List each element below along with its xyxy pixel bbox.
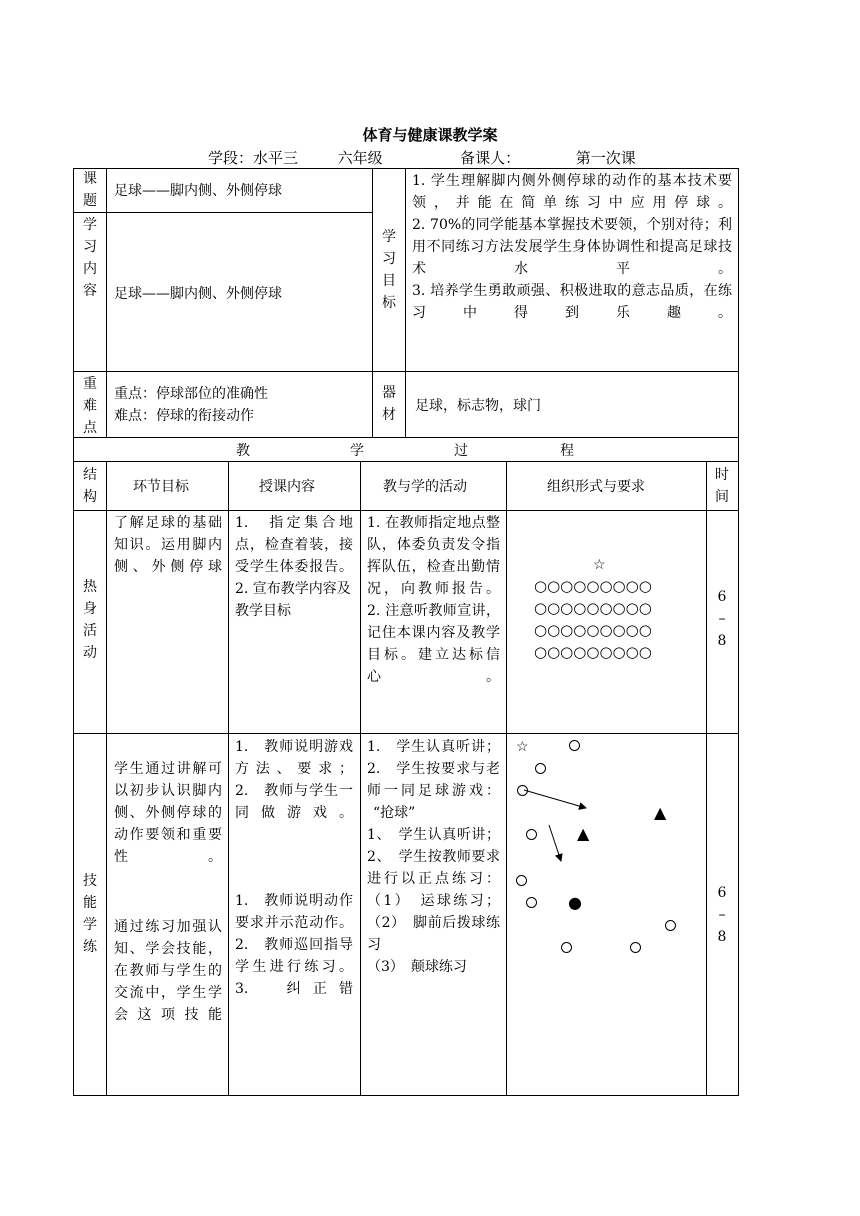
content-label: 学习内容 xyxy=(83,217,97,299)
goal-item: 1. 学生理解脚内侧外侧停球的动作的基本技术要领，并能在简单练习中应用停球。 xyxy=(412,173,732,211)
ball-icon: ● xyxy=(568,893,582,912)
key-point: 重点：停球部位的准确性 xyxy=(114,386,268,402)
activity-item: 2. 学生按要求与老师一同足球游戏： xyxy=(367,761,500,799)
header-activity: 教与学的活动 xyxy=(383,479,467,495)
activity-item: （3） 颠球练习 xyxy=(367,959,467,975)
content-item: 2. 教师与学生一同做游戏。 xyxy=(235,783,353,821)
formation-row: ○○○○○○○○○ xyxy=(534,599,652,617)
warmup-goal: 了解足球的基础知识。运用脚内侧、外侧停球 xyxy=(114,515,222,575)
topic-value: 足球——脚内侧、外侧停球 xyxy=(114,183,282,199)
process-banner xyxy=(73,438,739,462)
skill-content xyxy=(235,736,353,1000)
activity-item: 2. 注意听教师宣讲，记住本课内容及教学目标。建立达标信心。 xyxy=(367,603,500,685)
player-circle xyxy=(561,942,572,953)
lesson-label: 第一次课 xyxy=(575,149,636,167)
topic-label: 课题 xyxy=(83,171,97,209)
activity-item: （2） 脚前后拨球练习 xyxy=(367,915,500,953)
teacher-star-icon: ☆ xyxy=(516,739,529,755)
content-item: 1. 教师说明游戏方法、要求； xyxy=(235,739,353,777)
banner-char: 程 xyxy=(560,443,574,459)
activity-item: 1、 学生认真听讲； xyxy=(367,827,500,843)
skill-goal-2: 通过练习加强认知、学会技能，在教师与学生的交流中，学生学会这项技能 xyxy=(114,919,222,1023)
warmup-section-label: 热身活动 xyxy=(83,579,97,661)
activity-item: 1. 在教师指定地点整队，体委负责发令指挥队伍，检查出勤情况，向教师报告。 xyxy=(367,515,500,597)
activity-item: （1） 运球练习； xyxy=(367,893,500,909)
preparer-label: 备课人： xyxy=(460,149,521,167)
activity-item: 1. 学生认真听讲； xyxy=(367,739,500,755)
skill-section-label: 技能学练 xyxy=(83,873,97,955)
goal-item: 2. 70%的同学能基本掌握技术要领，个别对待；利用不同练习方法发展学生身体协调性和提高足球技术水平。 xyxy=(412,217,732,277)
key-label: 重难点 xyxy=(83,376,97,436)
skill-activity xyxy=(367,736,500,978)
player-circle xyxy=(526,897,537,908)
header-content: 授课内容 xyxy=(259,479,315,495)
header-structure: 结构 xyxy=(83,467,97,505)
pass-arrow xyxy=(549,825,561,861)
formation-row: ○○○○○○○○○ xyxy=(534,621,652,639)
warmup-time: 6 – 8 xyxy=(717,589,727,649)
activity-item: 2、 学生按教师要求进行以正点练习： xyxy=(367,849,500,887)
skill-time: 6 – 8 xyxy=(717,885,727,945)
goals-list xyxy=(412,170,732,324)
content-item: 1. 指定集合地点，检查着装，接受学生体委报告。 xyxy=(235,515,353,575)
equipment-label: 器材 xyxy=(382,385,396,423)
content-item: 1. 教师说明动作要求并示范动作。 xyxy=(235,893,353,931)
player-circle xyxy=(665,920,676,931)
equipment-value: 足球，标志物，球门 xyxy=(415,398,541,414)
header-org: 组织形式与要求 xyxy=(547,479,645,495)
cone-icon: ▲ xyxy=(577,824,590,843)
skill-goal-1: 学生通过讲解可以初步认识脚内侧、外侧停球的动作要领和重要性。 xyxy=(114,761,222,865)
activity-item: “抢球” xyxy=(373,805,416,821)
warmup-content xyxy=(235,512,353,622)
grade-label: 六年级 xyxy=(337,149,383,167)
formation-row: ○○○○○○○○○ xyxy=(534,643,652,661)
warmup-activity xyxy=(367,512,500,688)
header-time: 时间 xyxy=(715,467,729,505)
content-value: 足球——脚内侧、外侧停球 xyxy=(114,286,282,302)
player-circle xyxy=(630,942,641,953)
content-item: 3. 纠正错 xyxy=(235,981,353,997)
difficulty: 难点：停球的衔接动作 xyxy=(114,408,254,424)
content-item: 2. 教师巡回指导学生进行练习。 xyxy=(235,937,353,975)
goal-item: 3. 培养学生勇敢顽强、积极进取的意志品质，在练习中得到乐趣。 xyxy=(412,283,732,321)
header-line xyxy=(208,147,636,168)
stage-label: 学段：水平三 xyxy=(208,149,299,167)
banner-char: 过 xyxy=(454,443,468,459)
banner-char: 学 xyxy=(350,443,364,459)
pass-arrows xyxy=(506,733,706,893)
formation-row: ○○○○○○○○○ xyxy=(534,577,652,595)
student-formation xyxy=(534,575,652,663)
cone-icon: ▲ xyxy=(654,803,667,822)
teacher-star-icon: ☆ xyxy=(593,557,606,573)
header-goal: 环节目标 xyxy=(133,479,189,495)
pass-arrow xyxy=(524,790,586,808)
document-title: 体育与健康课教学案 xyxy=(362,126,498,144)
content-item: 2. 宣布教学内容及教学目标 xyxy=(235,581,351,619)
goal-label: 学习目标 xyxy=(382,229,396,311)
banner-char: 教 xyxy=(236,443,250,459)
